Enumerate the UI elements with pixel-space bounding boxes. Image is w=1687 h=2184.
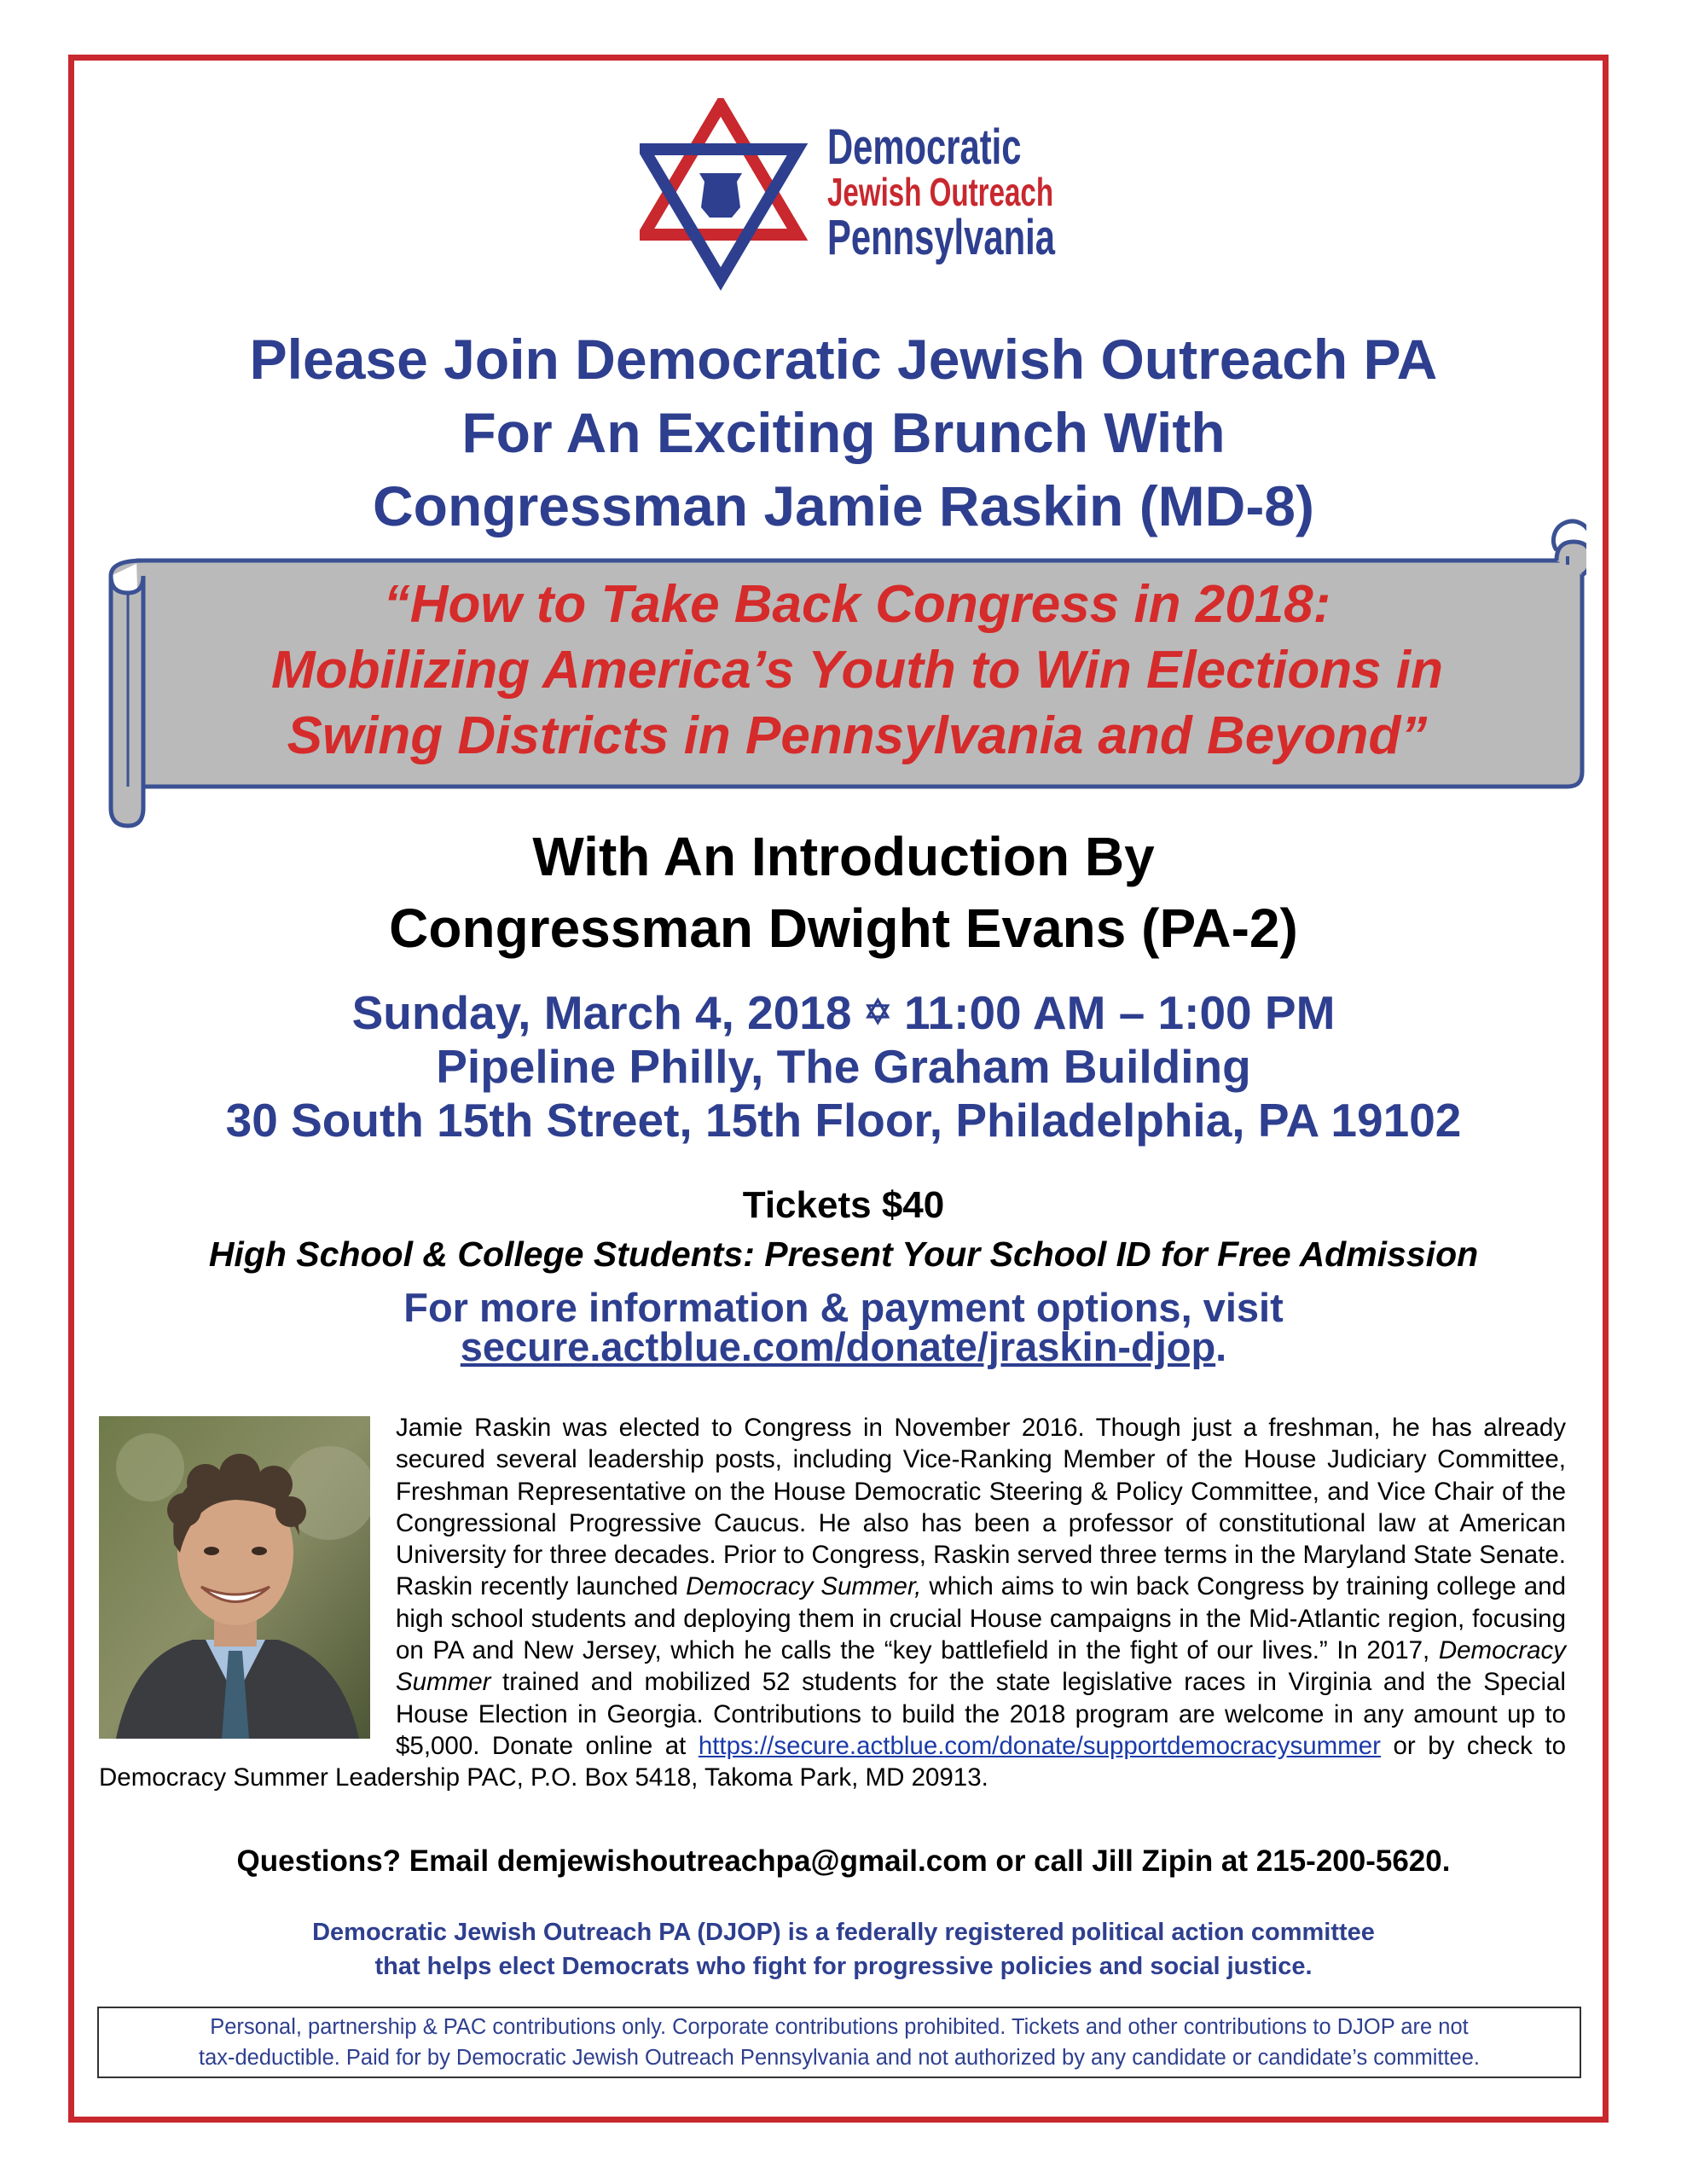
bio-text-4: or by check to Democracy Summer Leadership PAC, P.O. Box 5418, Takoma Park, MD 20913. xyxy=(99,1731,1566,1792)
ticket-price: Tickets $40 xyxy=(742,1184,945,1226)
bio-text-3: trained and mobilized 52 students for the state legislative races in Virginia and the Special House Election in Georgia. Contributions to build the 2018 program are welcome in any amount up to $5,000. Donate online at xyxy=(396,1668,1566,1760)
star-of-david-logo-icon xyxy=(640,98,836,294)
headline-line-1: Please Join Democratic Jewish Outreach PA xyxy=(249,328,1438,391)
donate-link[interactable]: secure.actblue.com/donate/jraskin-djop xyxy=(460,1324,1216,1369)
logo-line-1: Democratic xyxy=(827,119,1022,175)
event-address: 30 South 15th Street, 15th Floor, Philadelphia, PA 19102 xyxy=(225,1094,1462,1147)
djop-line-2: that helps elect Democrats who fight for progressive policies and social justice. xyxy=(374,1953,1313,1980)
logo-line-3: Pennsylvania xyxy=(827,210,1055,266)
banner-line-2: Mobilizing America’s Youth to Win Elections in xyxy=(271,641,1443,700)
contact-questions: Questions? Email demjewishoutreachpa@gmail.com or call Jill Zipin at 215-200-5620. xyxy=(236,1844,1451,1878)
more-info xyxy=(0,1285,1687,1369)
disclaimer-line-2: tax-deductible. Paid for by Democratic Jewish Outreach Pennsylvania and not authorized by any candidate or candidate’s committee. xyxy=(198,2046,1481,2070)
banner-line-3: Swing Districts in Pennsylvania and Beyond” xyxy=(287,706,1428,765)
event-venue: Pipeline Philly, The Graham Building xyxy=(436,1040,1251,1093)
djop-line-1: Democratic Jewish Outreach PA (DJOP) is a federally registered political action committee xyxy=(312,1919,1375,1946)
djop-statement xyxy=(0,1915,1687,1984)
bio-text-1: Jamie Raskin was elected to Congress in November 2016. Though just a freshman, he has already secured several leadership posts, including Vice-Ranking Member of the House Judiciary Committee, Freshman Representative on the House Democratic Steering & Policy Committee, and Vice Chair of the Congressional Progressive Caucus. He also has been a professor of constitutional law at American University for three decades. Prior to Congress, Raskin served three terms in the Maryland State Senate. Raskin recently launched xyxy=(396,1414,1566,1601)
event-time: 11:00 AM – 1:00 PM xyxy=(904,986,1336,1039)
student-admission: High School & College Students: Present Your School ID for Free Admission xyxy=(208,1234,1479,1274)
star-of-david-icon: ✡ xyxy=(863,994,892,1031)
photo-spacer xyxy=(99,1412,396,1740)
bio-italic-2: Democracy Summer xyxy=(396,1636,1566,1697)
logo-line-2: Jewish Outreach xyxy=(827,170,1054,215)
headline-line-3: Congressman Jamie Raskin (MD-8) xyxy=(373,474,1314,537)
more-info-suffix: . xyxy=(1215,1324,1227,1369)
event-date: Sunday, March 4, 2018 xyxy=(351,986,852,1039)
event-datetime xyxy=(0,986,1687,1040)
headline xyxy=(0,322,1687,543)
bio-italic-1: Democracy Summer, xyxy=(686,1572,922,1601)
banner-title xyxy=(136,572,1578,769)
event-details xyxy=(0,986,1687,1147)
intro-line-1: With An Introduction By xyxy=(532,826,1155,887)
legal-disclaimer xyxy=(97,2007,1581,2078)
more-info-line: For more information & payment options, visit xyxy=(403,1285,1284,1330)
headline-line-2: For An Exciting Brunch With xyxy=(461,401,1226,464)
intro-line-2: Congressman Dwight Evans (PA-2) xyxy=(389,897,1298,959)
more-info-link-row xyxy=(0,1324,1687,1369)
disclaimer-line-1: Personal, partnership & PAC contributions only. Corporate contributions prohibited. Tickets and other contributions to DJOP are not xyxy=(210,2015,1469,2039)
banner-line-1: “How to Take Back Congress in 2018: xyxy=(383,575,1331,634)
djop-logo xyxy=(640,98,1083,294)
support-democracy-summer-link[interactable]: https://secure.actblue.com/donate/supportdemocracysummer xyxy=(698,1731,1381,1760)
introduction xyxy=(0,821,1687,964)
raskin-bio xyxy=(99,1412,1566,1794)
bio-text-2: which aims to win back Congress by training college and high school students and deploying them in crucial House campaigns in the Mid-Atlantic region, focusing on PA and New Jersey, which he calls the “key battlefield in the fight of our lives.” In 2017, xyxy=(396,1572,1566,1665)
logo-wordmark xyxy=(827,119,1055,266)
